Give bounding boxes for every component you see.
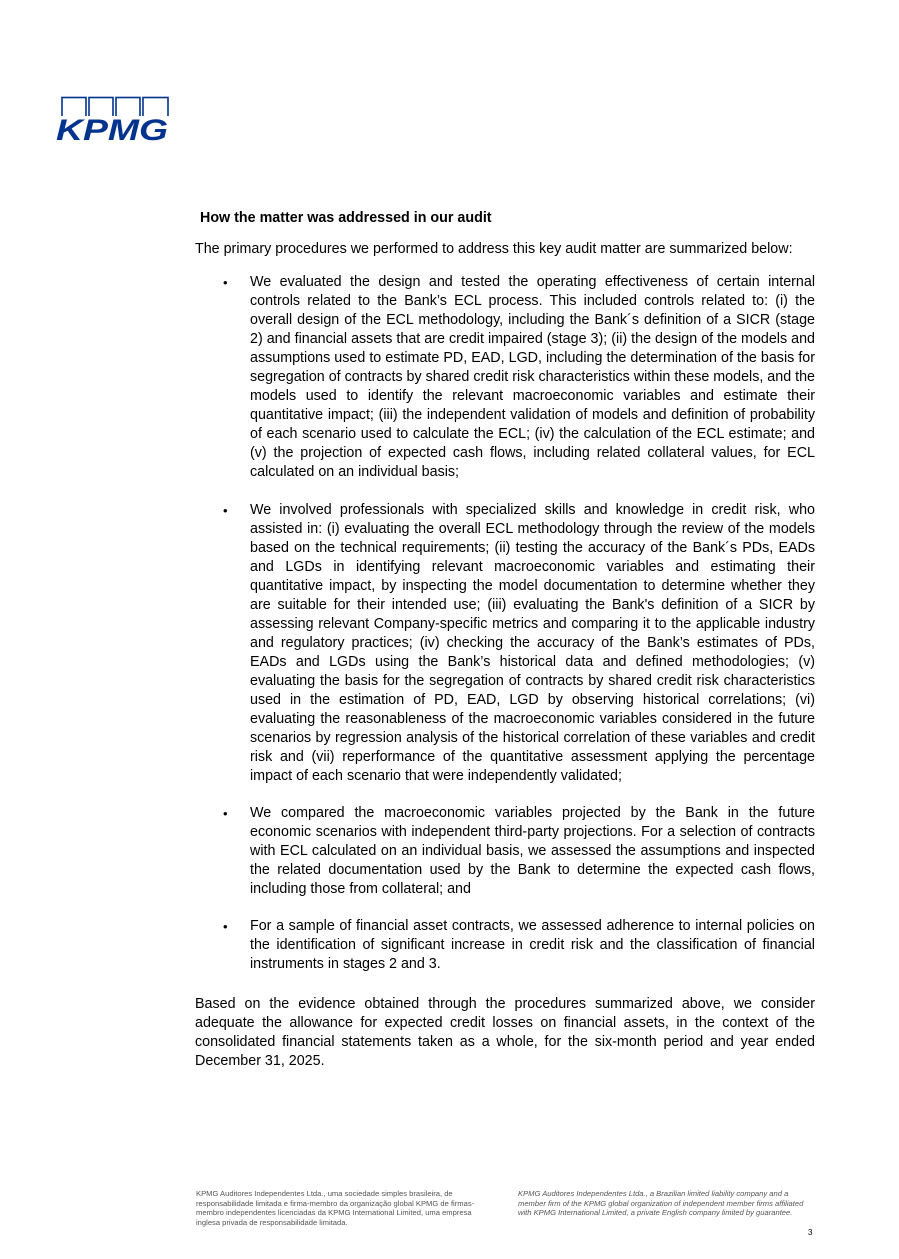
- kpmg-logo: [55, 96, 173, 144]
- list-item: [195, 804, 815, 899]
- list-item-text: We involved professionals with specialized skills and knowledge in credit risk, who assisted in: (i) evaluating the overall ECL methodology through the review of the models based on the technical requirements; (ii) testing the accuracy of the Bank´s PDs, EADs and LGDs in identifying relevant macroeconomic variables and estimating their quantitative impact, by inspecting the model documentation to determine whether they are suitable for their intended use; (iii) evaluating the Bank's definition of a SICR by assessing relevant Company-specific metrics and comparing it to the applicable industry and regulatory practices; (iv) checking the accuracy of the Bank’s estimates of PDs, EADs and LGDs using the Bank’s historical data and defined methodologies; (v) evaluating the basis for the segregation of contracts by shared credit risk characteristics used in the estimation of PD, EAD, LGD by observing historical correlations; (vi) evaluating the reasonableness of the macroeconomic variables considered in the future scenarios by regression analysis of the historical correlation of these variables and credit risk and (vii) reperformance of the quantitative assessment applying the percentage impact of each scenario that were independently validated;: [250, 502, 815, 784]
- bullet-icon: •: [223, 275, 228, 290]
- list-item-text: We compared the macroeconomic variables projected by the Bank in the future economic scenarios with independent third-party projections. For a selection of contracts with ECL calculated on an individual basis, we assessed the assumptions and inspected the related documentation used by the Bank to determine the expected cash flows, including those from collateral; and: [250, 805, 815, 897]
- section-heading: How the matter was addressed in our audit: [200, 210, 492, 226]
- procedures-list: [195, 273, 815, 974]
- list-item-text: For a sample of financial asset contracts, we assessed adherence to internal policies on the identification of significant increase in credit risk and the classification of financial instruments in stages 2 and 3.: [250, 918, 815, 972]
- bullet-icon: •: [223, 503, 228, 518]
- footer-legal-portuguese: KPMG Auditores Independentes Ltda., uma sociedade simples brasileira, de responsabilidade limitada e firma-membro da organização global KPMG de firmas-membro independentes licenciadas da KPMG International Limited, uma empresa inglesa privada de responsabilidade limitada.: [196, 1189, 475, 1227]
- list-item: [195, 917, 815, 974]
- intro-paragraph: The primary procedures we performed to address this key audit matter are summarized below:: [195, 241, 793, 257]
- audit-matter-section: [195, 209, 815, 1071]
- footer-legal-english: KPMG Auditores Independentes Ltda., a Brazilian limited liability company and a member firm of the KPMG global organization of independent member firms affiliated with KPMG International Limited, a private English company limited by guarantee.: [518, 1189, 804, 1217]
- list-item-text: We evaluated the design and tested the operating effectiveness of certain internal controls related to the Bank’s ECL process. This included controls related to: (i) the overall design of the ECL methodology, including the Bank´s definition of a SICR (stage 2) and financial assets that are credit impaired (stage 3); (ii) the design of the models and assumptions used to estimate PD, EAD, LGD, including the determination of the basis for segregation of contracts by shared credit risk characteristics within these models, and the models used to identify the relevant macroeconomic variables and estimate their quantitative impact; (iii) the independent validation of models and definition of probability of each scenario used to calculate the ECL; (iv) the calculation of the ECL estimate; and (v) the projection of expected cash flows, including related collateral values, for ECL calculated on an individual basis;: [250, 274, 815, 480]
- conclusion-paragraph: Based on the evidence obtained through the procedures summarized above, we consider adequate the allowance for expected credit losses on financial assets, in the context of the consolidated financial statements taken as a whole, for the six-month period and year ended December 31, 2025.: [195, 996, 815, 1069]
- bullet-icon: •: [223, 919, 228, 934]
- list-item: [195, 273, 815, 482]
- page-number: 3: [808, 1228, 813, 1237]
- bullet-icon: •: [223, 806, 228, 821]
- kpmg-logo-wordmark: KPMG: [56, 114, 168, 144]
- list-item: [195, 501, 815, 786]
